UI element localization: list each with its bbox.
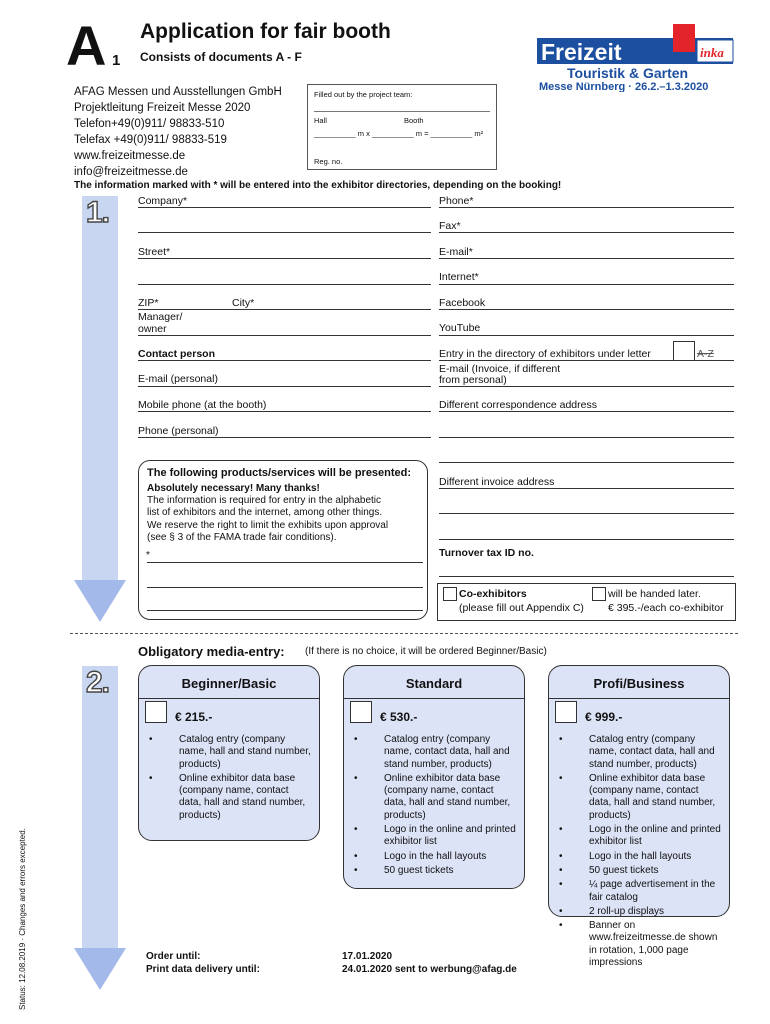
handed-later-checkbox[interactable] [592, 587, 606, 601]
manager-line[interactable] [138, 335, 431, 336]
email-personal-line[interactable] [138, 386, 431, 387]
package-feature: • Catalog entry (company name, contact data, hall and stand number, products) [557, 734, 723, 771]
invoice-address-line-2[interactable] [439, 513, 734, 514]
hall-label: Hall [314, 116, 327, 125]
package-feature: • ¼ page advertisement in the fair catalog [557, 879, 723, 904]
products-text-line: list of exhibitors and the internet, among other things. [147, 507, 383, 519]
package-feature: • 50 guest tickets [352, 865, 518, 877]
products-required-star: * [146, 550, 150, 561]
address-line: www.freizeitmesse.de [74, 150, 186, 162]
logo-brand: Freizeit [541, 39, 622, 65]
street-line-2[interactable] [138, 284, 431, 285]
phone-personal-label: Phone (personal) [138, 425, 219, 437]
order-until-date: 17.01.2020 [342, 951, 393, 962]
package-feature: • 2 roll-up displays [557, 906, 723, 918]
package-feature: • Catalog entry (company name, hall and stand number, products) [147, 734, 313, 771]
company-line-2[interactable] [138, 232, 431, 233]
products-text-line: We reserve the right to limit the exhibits upon approval [147, 519, 389, 531]
step-2-arrow [82, 666, 118, 950]
correspondence-label: Different correspondence address [439, 399, 597, 411]
products-text-line: (see § 3 of the FAMA trade fair conditions). [147, 531, 337, 543]
handed-later-label: will be handed later. [608, 588, 701, 600]
invoice-address-line[interactable] [439, 488, 734, 489]
directory-letter-input[interactable] [673, 341, 695, 361]
page-title: Application for fair booth [140, 20, 391, 43]
package-feature: • Logo in the online and printed exhibitor list [352, 824, 518, 849]
fair-logo-graphic [537, 24, 737, 92]
package-beginner-checkbox[interactable] [145, 701, 167, 723]
logo-line3: Messe Nürnberg · 26.2.–1.3.2020 [539, 81, 709, 92]
zip-label: ZIP* [138, 297, 159, 309]
email-line[interactable] [439, 258, 734, 259]
step-2-number: 2. [86, 666, 110, 699]
media-note: (If there is no choice, it will be ordered Beginner/Basic) [305, 646, 547, 657]
package-separator [139, 698, 319, 699]
project-box-heading: Filled out by the project team: [314, 90, 413, 99]
products-explanation [147, 495, 388, 544]
co-exhibitors-checkbox[interactable] [443, 587, 457, 601]
correspondence-line[interactable] [439, 411, 734, 412]
package-standard-checkbox[interactable] [350, 701, 372, 723]
vat-label: Turnover tax ID no. [439, 547, 534, 559]
mobile-phone-label: Mobile phone (at the booth) [138, 399, 267, 411]
package-name: Profi/Business [593, 676, 685, 691]
manager-label: Manager/ [138, 311, 183, 323]
correspondence-line-3[interactable] [439, 462, 734, 463]
package-name: Standard [405, 676, 463, 691]
phone-line[interactable] [439, 207, 734, 208]
co-exhibitor-price: € 395.-/each co-exhibitor [608, 602, 724, 614]
phone-label: Phone* [439, 195, 474, 207]
street-label: Street* [138, 246, 171, 258]
internet-line[interactable] [439, 284, 734, 285]
contact-person-label: Contact person [138, 348, 216, 360]
package-feature: • Online exhibitor data base (company name, contact data, hall and stand number, products) [147, 773, 313, 822]
directory-line [439, 360, 734, 361]
email-invoice-label-1: E-mail (Invoice, if different [439, 363, 561, 375]
package-feature: • Banner on www.freizeitmesse.de shown in rotation, 1,000 page impressions [557, 920, 723, 969]
email-personal-label: E-mail (personal) [138, 373, 218, 385]
step-1-arrow [82, 196, 118, 582]
package-features [557, 734, 723, 971]
vat-line[interactable] [439, 576, 734, 577]
city-label: City* [232, 297, 255, 309]
organizer-address [74, 84, 282, 180]
package-profi-checkbox[interactable] [555, 701, 577, 723]
company-label: Company* [138, 195, 188, 207]
step-1-number: 1. [86, 196, 110, 229]
youtube-label: YouTube [439, 322, 481, 334]
package-price: € 530.- [380, 710, 418, 724]
email-label: E-mail* [439, 246, 473, 258]
mobile-phone-line[interactable] [138, 411, 431, 412]
package-feature: • Logo in the hall layouts [557, 851, 723, 863]
package-features [147, 734, 313, 824]
appendix-note: (please fill out Appendix C) [459, 602, 584, 614]
package-feature: • Logo in the online and printed exhibitor list [557, 824, 723, 849]
print-delivery-value: 24.01.2020 sent to werbung@afag.de [342, 964, 517, 975]
email-invoice-label-2: from personal) [439, 374, 507, 386]
package-separator [549, 698, 729, 699]
address-line: info@freizeitmesse.de [74, 166, 188, 178]
package-feature: • Catalog entry (company name, contact data, hall and stand number, products) [352, 734, 518, 771]
package-separator [344, 698, 524, 699]
package-feature: • 50 guest tickets [557, 865, 723, 877]
invoice-address-label: Different invoice address [439, 476, 555, 488]
step-2-arrow-head [74, 948, 126, 990]
directory-letter-label: Entry in the directory of exhibitors under letter [439, 348, 651, 360]
facebook-line[interactable] [439, 309, 734, 310]
package-price: € 999.- [585, 710, 623, 724]
fax-label: Fax* [439, 220, 461, 232]
package-price: € 215.- [175, 710, 213, 724]
status-note: Status: 12.08.2019 · Changes and errors excepted. [18, 828, 27, 1010]
logo-partner: inka [700, 45, 724, 60]
az-hint: A-Z [697, 348, 714, 360]
print-delivery-label: Print data delivery until: [146, 964, 260, 975]
owner-label: owner [138, 323, 167, 335]
order-until-label: Order until: [146, 951, 201, 962]
invoice-address-line-3[interactable] [439, 539, 734, 540]
package-name: Beginner/Basic [181, 676, 277, 691]
directory-notice: The information marked with * will be entered into the exhibitor directories, depending on the booking! [74, 180, 562, 191]
section-divider [70, 633, 738, 634]
zip-city-line[interactable] [138, 309, 431, 310]
products-line[interactable] [147, 562, 423, 563]
package-feature: • Online exhibitor data base (company name, contact data, hall and stand number, products) [557, 773, 723, 822]
youtube-line[interactable] [439, 335, 734, 336]
correspondence-line-2[interactable] [439, 437, 734, 438]
email-invoice-line[interactable] [439, 386, 734, 387]
booth-label: Booth [404, 116, 424, 125]
package-feature: • Logo in the hall layouts [352, 851, 518, 863]
internet-label: Internet* [439, 271, 479, 283]
reg-no-label: Reg. no. [314, 157, 343, 166]
products-text-line: The information is required for entry in the alphabetic [147, 495, 382, 506]
package-beginner [138, 665, 320, 841]
phone-personal-line[interactable] [138, 437, 431, 438]
project-team-box [307, 84, 497, 170]
products-heading: The following products/services will be presented: [147, 467, 412, 479]
document-letter-index: 1 [112, 52, 121, 69]
package-profi [548, 665, 730, 969]
package-feature: • Online exhibitor data base (company name, contact data, hall and stand number, products) [352, 773, 518, 822]
booth-dimensions: __________ m x __________ m = __________ m² [314, 129, 484, 138]
address-line: AFAG Messen und Ausstellungen GmbH [74, 86, 282, 98]
products-box [138, 460, 428, 620]
products-line-3[interactable] [147, 610, 423, 611]
step-1-arrow-head [74, 580, 126, 622]
fair-logo [537, 24, 737, 92]
company-line[interactable] [138, 207, 431, 208]
project-box-line [314, 111, 490, 112]
contact-person-line[interactable] [138, 360, 431, 361]
address-line: Telefax +49(0)911/ 98833-519 [74, 134, 227, 146]
page-subtitle: Consists of documents A - F [140, 50, 302, 64]
logo-line2: Touristik & Garten [567, 65, 689, 81]
package-standard [343, 665, 525, 889]
products-line-2[interactable] [147, 587, 423, 588]
street-line[interactable] [138, 258, 431, 259]
document-letter: A [66, 14, 107, 77]
address-line: Projektleitung Freizeit Messe 2020 [74, 102, 251, 114]
facebook-label: Facebook [439, 297, 486, 309]
fax-line[interactable] [439, 232, 734, 233]
address-line: Telefon+49(0)911/ 98833-510 [74, 118, 225, 130]
media-heading: Obligatory media-entry: [138, 644, 285, 659]
co-exhibitors-label: Co-exhibitors [459, 588, 527, 600]
products-bold-line: Absolutely necessary! Many thanks! [147, 483, 320, 494]
package-features [352, 734, 518, 879]
